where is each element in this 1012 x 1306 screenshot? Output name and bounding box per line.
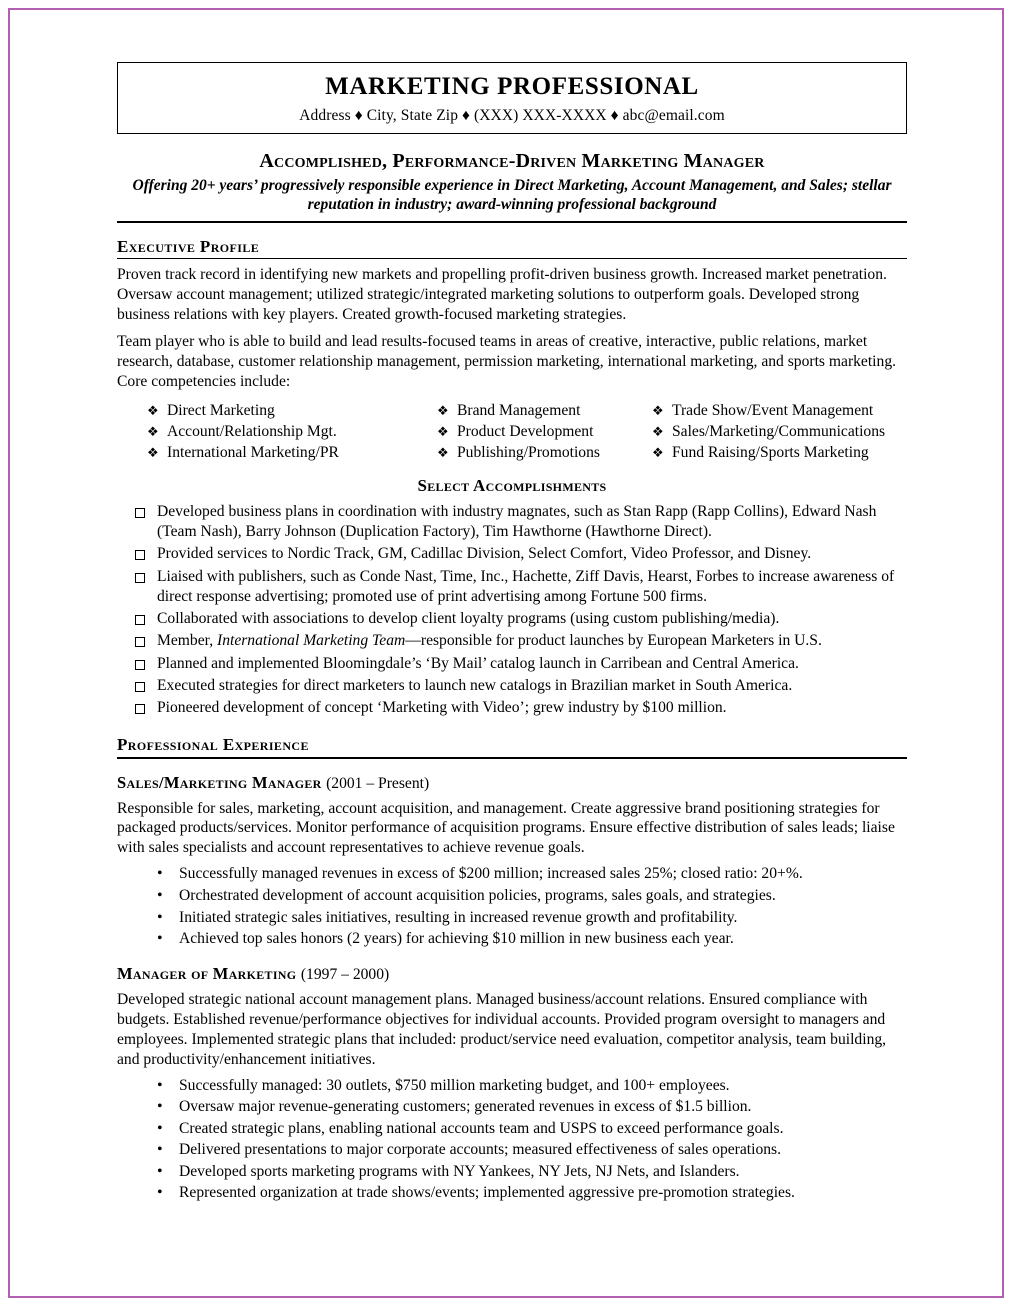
- list-item: • Oversaw major revenue-generating customers; generated revenues in excess of $1.5 billion.: [117, 1097, 907, 1118]
- diamond-bullet-icon: ❖: [147, 423, 159, 439]
- job-bullets-2: [117, 1076, 907, 1204]
- list-item: Liaised with publishers, such as Conde Nast, Time, Inc., Hachette, Ziff Davis, Hearst, Forbes to increase awareness of direct response advertising; promoted use of print advertising among Fortune 500 firms.: [117, 567, 907, 608]
- diamond-bullet-icon: ❖: [437, 402, 449, 418]
- professional-experience-divider: [117, 757, 907, 759]
- list-item: • Successfully managed revenues in excess of $200 million; increased sales 25%; closed ratio: 20+%.: [117, 864, 907, 885]
- list-item: • Successfully managed: 30 outlets, $750 million marketing budget, and 100+ employees.: [117, 1076, 907, 1097]
- list-item: Planned and implemented Bloomingdale’s ‘By Mail’ catalog launch in Carribean and Central America.: [117, 654, 907, 674]
- headline-subtitle: Offering 20+ years’ progressively responsible experience in Direct Marketing, Account Management, and Sales; stellar reputation in industry; award-winning professional background: [132, 176, 892, 214]
- competency-label: Fund Raising/Sports Marketing: [672, 443, 869, 461]
- list-item: Developed business plans in coordination with industry magnates, such as Stan Rapp (Rapp Collins), Edward Nash (Team Nash), Barry Johnson (Duplication Factory), Tim Hawthorne (Hawthorne Direct).: [117, 502, 907, 543]
- executive-profile-divider: [117, 258, 907, 259]
- job-role-label: Manager of Marketing: [117, 963, 297, 983]
- diamond-bullet-icon: ❖: [437, 444, 449, 460]
- competency-label: International Marketing/PR: [167, 443, 339, 461]
- competency-item: [437, 423, 652, 441]
- job-title-2: [117, 964, 907, 984]
- job-role-label: Sales/Marketing Manager: [117, 772, 322, 792]
- headline-title: Accomplished, Performance-Driven Marketing Manager: [259, 149, 765, 172]
- list-item: • Initiated strategic sales initiatives, resulting in increased revenue growth and profitability.: [117, 908, 907, 929]
- diamond-bullet-icon: ❖: [147, 402, 159, 418]
- section-professional-experience-heading: Professional Experience: [117, 734, 309, 754]
- list-item: • Developed sports marketing programs with NY Yankees, NY Jets, NJ Nets, and Islanders.: [117, 1162, 907, 1183]
- diamond-bullet-icon: ❖: [652, 402, 664, 418]
- job-summary-2: Developed strategic national account management plans. Managed business/account relations. Ensured compliance with budgets. Established revenue/performance objectives for individual accounts. Provided program oversight to managers and employees. Implemented strategic plans that included: product/service need evaluation, competitor analysis, team building, and productivity/enhancement initiatives.: [117, 990, 887, 1068]
- competency-label: Publishing/Promotions: [457, 443, 600, 461]
- core-competencies-grid: [117, 402, 907, 462]
- diamond-bullet-icon: ❖: [437, 423, 449, 439]
- diamond-bullet-icon: ❖: [147, 444, 159, 460]
- list-item: Collaborated with associations to develop client loyalty programs (using custom publishing/media).: [117, 609, 907, 629]
- competency-label: Trade Show/Event Management: [672, 401, 874, 419]
- resume-header: [117, 62, 907, 134]
- section-accomplishments-heading: Select Accomplishments: [417, 475, 607, 495]
- competency-item: [147, 444, 437, 462]
- list-item: • Created strategic plans, enabling national accounts team and USPS to exceed performance goals.: [117, 1119, 907, 1140]
- headline-block: [117, 150, 907, 224]
- list-item: Executed strategies for direct marketers to launch new catalogs in Brazilian market in South America.: [117, 676, 907, 696]
- job-dates-label: (1997 – 2000): [300, 965, 390, 983]
- list-item: Pioneered development of concept ‘Marketing with Video’; grew industry by $100 million.: [117, 698, 907, 718]
- resume-content: [117, 62, 907, 1205]
- job-summary-1: Responsible for sales, marketing, account acquisition, and management. Create aggressive brand positioning strategies for packaged products/services. Monitor performance of acquisition programs. Ensure effective distribution of sales leads; liaise with sales specialists and account representatives to achieve revenue goals.: [117, 799, 895, 857]
- executive-profile-paragraph-1: Proven track record in identifying new markets and propelling profit-driven business growth. Increased market penetration. Oversaw account management; utilized strategic/integrated marketing solutions to outperform goals. Developed strong business relations with key players. Created growth-focused marketing strategies.: [117, 266, 887, 324]
- competency-item: [652, 423, 907, 441]
- list-item: • Delivered presentations to major corporate accounts; measured effectiveness of sales operations.: [117, 1140, 907, 1161]
- competency-label: Direct Marketing: [167, 401, 275, 419]
- job-dates-label: (2001 – Present): [326, 774, 430, 792]
- diamond-bullet-icon: ❖: [652, 444, 664, 460]
- list-item: Provided services to Nordic Track, GM, Cadillac Division, Select Comfort, Video Professor, and Disney.: [117, 544, 907, 564]
- competency-item: [437, 402, 652, 420]
- competency-item: [147, 423, 437, 441]
- resume-document: [22, 22, 972, 1266]
- competency-item: [652, 444, 907, 462]
- competency-item: [652, 402, 907, 420]
- executive-profile-paragraph-2: Team player who is able to build and lead results-focused teams in areas of creative, interactive, public relations, market research, database, customer relationship management, permission marketing, international marketing, and sports marketing. Core competencies include:: [117, 333, 897, 390]
- list-item: • Achieved top sales honors (2 years) for achieving $10 million in new business each year.: [117, 929, 907, 950]
- competency-label: Account/Relationship Mgt.: [167, 422, 337, 440]
- competency-label: Brand Management: [457, 401, 581, 419]
- contact-line: Address ♦ City, State Zip ♦ (XXX) XXX-XXXX ♦ abc@email.com: [299, 106, 725, 124]
- competency-item: [147, 402, 437, 420]
- headline-divider: [117, 221, 907, 223]
- accomplishments-list: [117, 502, 907, 719]
- competency-label: Sales/Marketing/Communications: [672, 422, 886, 440]
- list-item: • Orchestrated development of account acquisition policies, programs, sales goals, and strategies.: [117, 886, 907, 907]
- competency-label: Product Development: [457, 422, 594, 440]
- job-bullets-1: [117, 864, 907, 949]
- list-item: Member, International Marketing Team—responsible for product launches by European Marketers in U.S.: [117, 631, 907, 651]
- candidate-name: MARKETING PROFESSIONAL: [325, 73, 699, 100]
- list-item: • Represented organization at trade shows/events; implemented aggressive pre-promotion strategies.: [117, 1183, 907, 1204]
- diamond-bullet-icon: ❖: [652, 423, 664, 439]
- job-title-1: [117, 773, 907, 793]
- section-executive-profile-heading: Executive Profile: [117, 237, 260, 257]
- competency-item: [437, 444, 652, 462]
